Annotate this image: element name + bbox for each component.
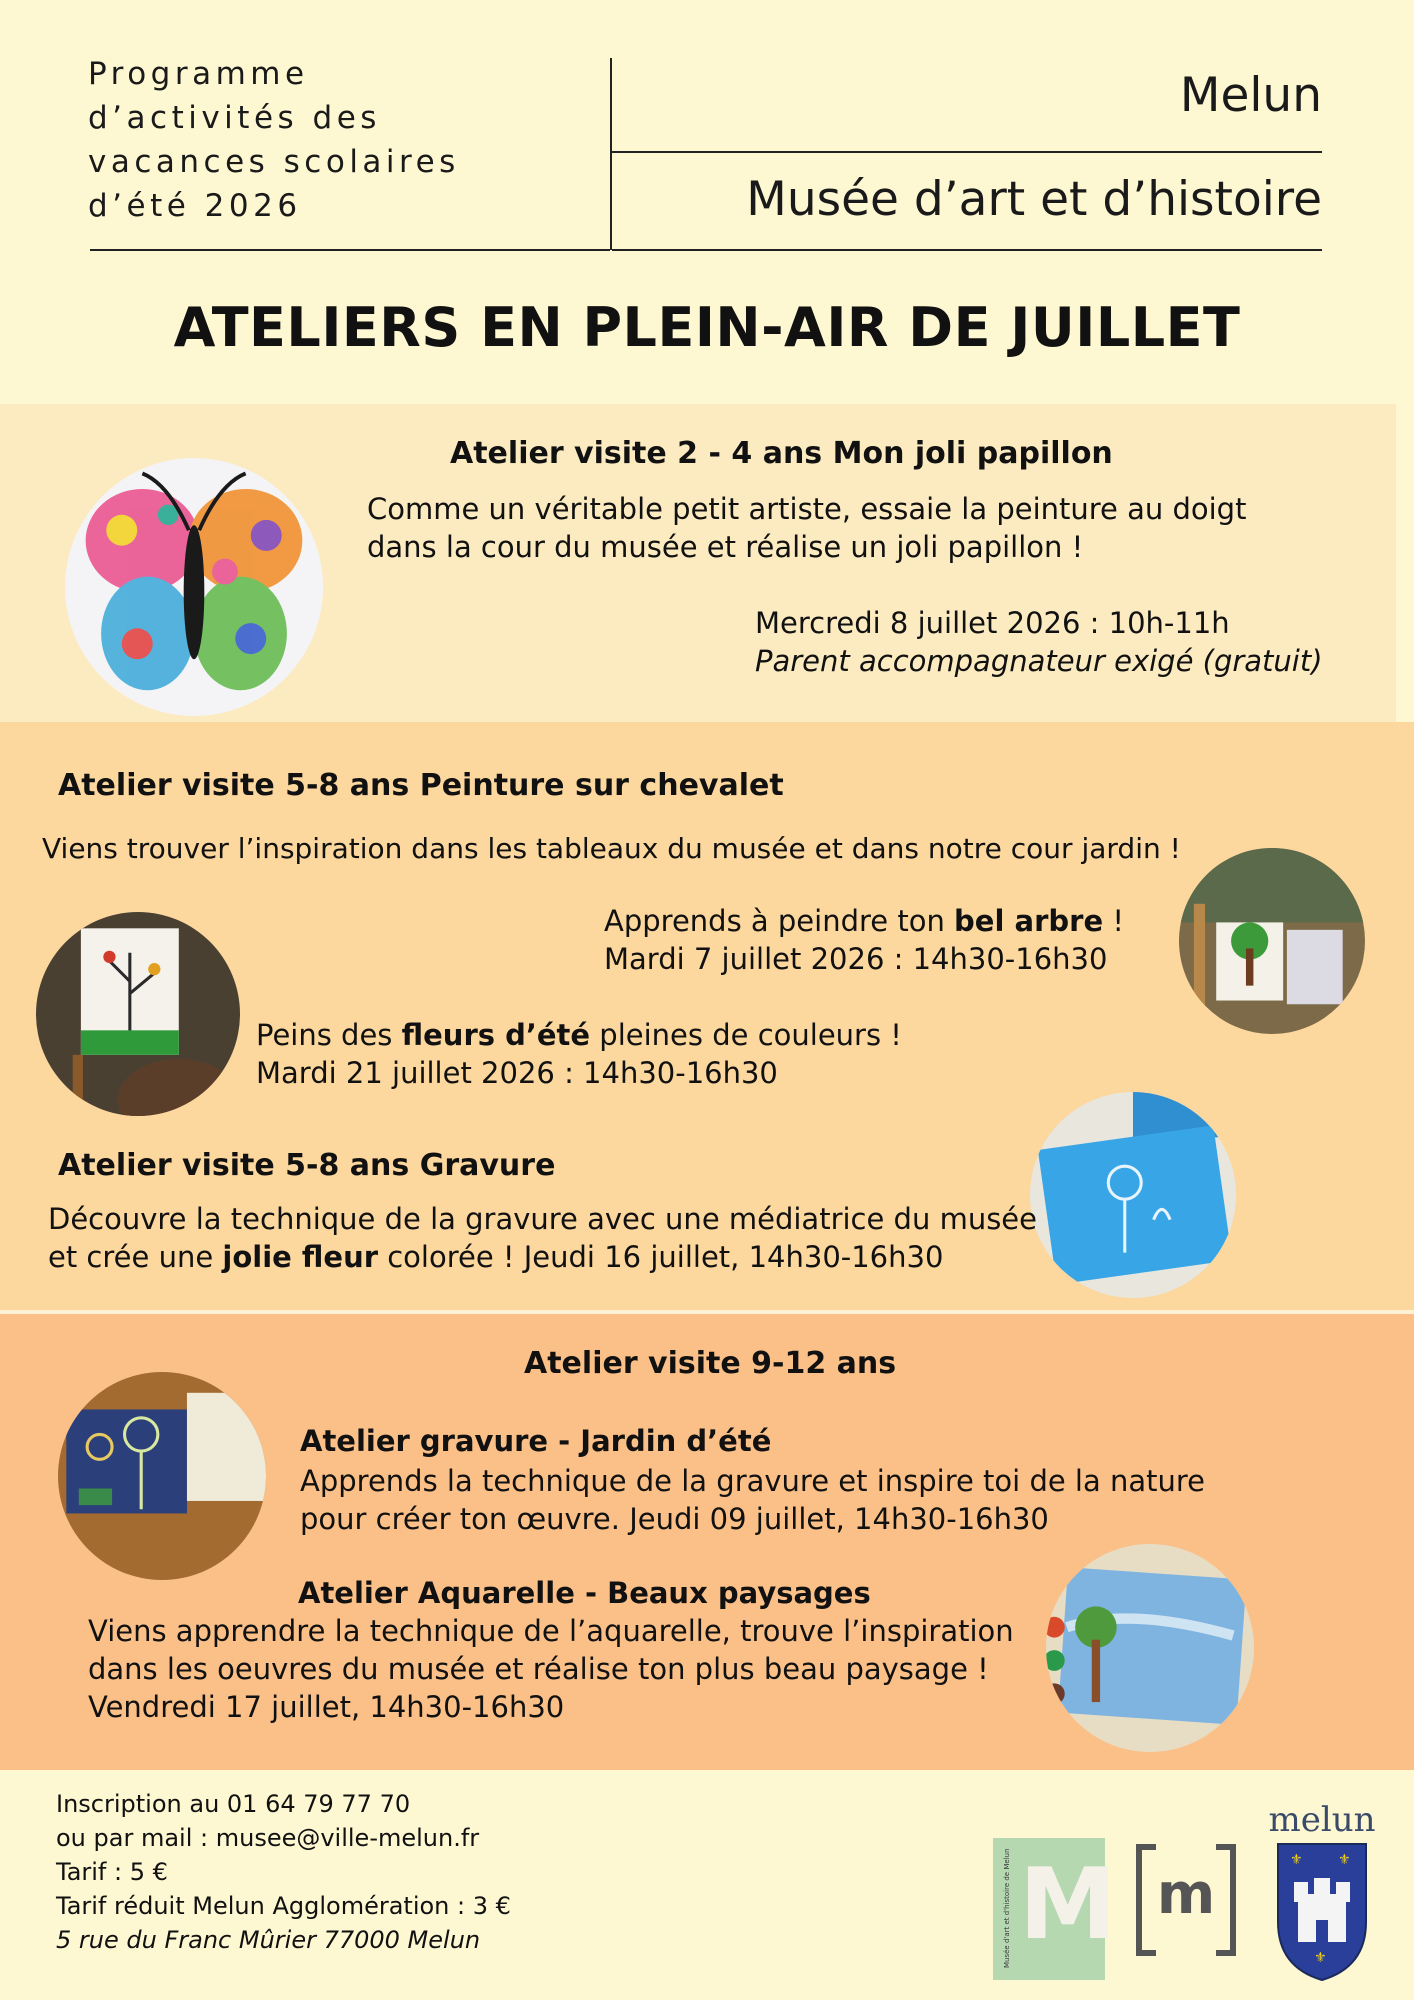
engraving-flower-photo — [1030, 1092, 1236, 1298]
contact-info — [56, 1787, 511, 1957]
description-line: Apprends la technique de la gravure et inspire toi de la nature — [300, 1464, 1205, 1498]
description-line — [48, 1238, 1037, 1276]
text: et crée une — [48, 1240, 223, 1274]
description-line: Comme un véritable petit artiste, essaie la peinture au doigt — [367, 492, 1247, 526]
programme-line: vacances scolaires — [88, 144, 460, 180]
programme-line: d’été 2026 — [88, 188, 302, 224]
description-line: dans les oeuvres du musée et réalise ton plus beau paysage ! — [88, 1652, 989, 1686]
subsection-title: Atelier gravure - Jardin d’été — [300, 1424, 772, 1458]
text: ! — [1103, 904, 1124, 938]
description-line: pour créer ton œuvre. Jeudi 09 juillet, 14h30-16h30 — [300, 1502, 1049, 1536]
header-divider — [612, 249, 1322, 251]
address-line: 5 rue du Franc Mûrier 77000 Melun — [56, 1926, 481, 1954]
description-line: Viens apprendre la technique de l’aquarelle, trouve l’inspiration — [88, 1614, 1014, 1648]
session-date: Mardi 21 juillet 2026 : 14h30-16h30 — [256, 1056, 778, 1090]
section-title: Atelier visite 5-8 ans Gravure — [58, 1148, 556, 1183]
text: pleines de couleurs ! — [590, 1018, 902, 1052]
description-line: Découvre la technique de la gravure avec une médiatrice du musée — [48, 1202, 1037, 1236]
m-logo-letter: m — [1156, 1862, 1216, 1927]
butterfly-painting-photo — [65, 458, 323, 716]
tree-easel-photo — [1179, 848, 1365, 1034]
summer-garden-engraving-photo — [58, 1372, 266, 1580]
highlight-text: jolie fleur — [222, 1240, 379, 1274]
svg-text:⚜: ⚜ — [1314, 1950, 1327, 1966]
melun-city-logo — [1262, 1800, 1382, 1988]
text: Peins des — [256, 1018, 402, 1052]
text: colorée ! Jeudi 16 juillet, 14h30-16h30 — [378, 1240, 944, 1274]
museum-logo — [993, 1838, 1117, 1980]
session-date: Mardi 7 juillet 2026 : 14h30-16h30 — [604, 942, 1108, 976]
activity-fleurs — [256, 1016, 902, 1054]
watercolor-landscape-photo — [1046, 1544, 1254, 1752]
description-line: Vendredi 17 juillet, 14h30-16h30 — [88, 1690, 565, 1724]
coat-of-arms-icon — [1276, 1842, 1368, 1982]
section-title: Atelier visite 2 - 4 ans Mon joli papillon — [450, 436, 1113, 471]
city-logo-text: melun — [1268, 1800, 1376, 1840]
header-divider-vertical — [610, 58, 612, 250]
section-intro: Viens trouver l’inspiration dans les tableaux du musée et dans notre cour jardin ! — [42, 832, 1181, 865]
subsection-description — [300, 1462, 1205, 1538]
text: Apprends à peindre ton — [604, 904, 955, 938]
programme-line: d’activités des — [88, 100, 381, 136]
reduced-price-line: Tarif réduit Melun Agglomération : 3 € — [56, 1892, 511, 1920]
museum-name: Musée d’art et d’histoire — [746, 172, 1322, 227]
page-title: ATELIERS EN PLEIN-AIR DE JUILLET — [173, 296, 1241, 359]
m-logo — [1136, 1844, 1236, 1944]
section-title: Atelier visite 5-8 ans Peinture sur chevalet — [58, 768, 784, 803]
phone-line: Inscription au 01 64 79 77 70 — [56, 1790, 411, 1818]
subsection-description — [88, 1612, 1014, 1726]
session-date: Mercredi 8 juillet 2026 : 10h-11h — [755, 606, 1230, 640]
highlight-text: bel arbre — [954, 904, 1104, 938]
svg-text:⚜: ⚜ — [1338, 1852, 1351, 1868]
section-title: Atelier visite 9-12 ans — [524, 1346, 897, 1381]
header-divider — [90, 249, 610, 251]
activity-arbre — [604, 902, 1124, 940]
price-line: Tarif : 5 € — [56, 1858, 168, 1886]
section-description — [367, 490, 1246, 566]
session-note: Parent accompagnateur exigé (gratuit) — [755, 644, 1323, 678]
svg-text:⚜: ⚜ — [1290, 1852, 1303, 1868]
programme-line: Programme — [88, 56, 309, 92]
flower-easel-photo — [36, 912, 240, 1116]
programme-heading — [88, 52, 558, 228]
museum-logo-letter: M — [1019, 1848, 1117, 1962]
highlight-text: fleurs d’été — [401, 1018, 591, 1052]
header-divider — [612, 151, 1322, 153]
description-line: dans la cour du musée et réalise un joli papillon ! — [367, 530, 1084, 564]
section-description — [48, 1200, 1037, 1276]
museum-logo-caption: Musée d'art et d'histoire de Melun — [1003, 1848, 1011, 1968]
subsection-title: Atelier Aquarelle - Beaux paysages — [298, 1576, 871, 1610]
city-name: Melun — [1179, 68, 1322, 123]
email-line: ou par mail : musee@ville-melun.fr — [56, 1824, 480, 1852]
